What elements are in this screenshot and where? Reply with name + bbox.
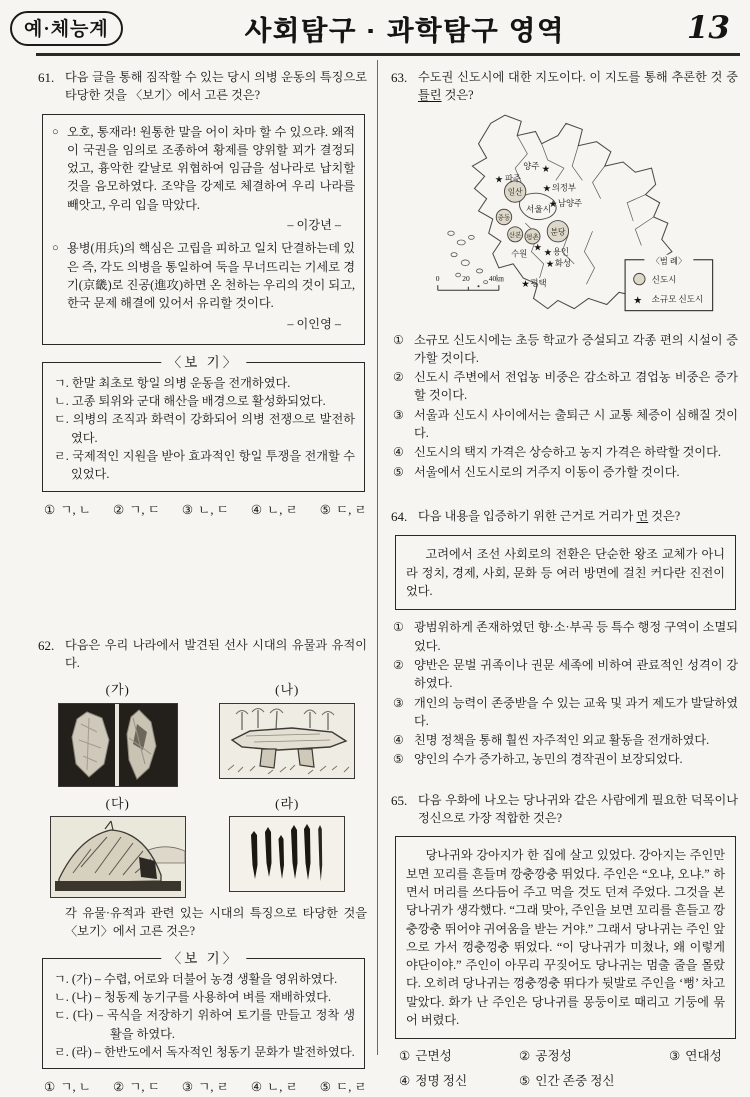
passage-text: 고려에서 조선 사회로의 전환은 단순한 왕조 교체가 아니라 정치, 경제, 사회, 문화 등 여러 방면에 걸친 커다란 진전이었다. bbox=[406, 547, 725, 599]
small-newtown-star-icon: ★ bbox=[521, 278, 530, 290]
bogi-item: ㄱ. 한말 최초로 항일 의병 운동을 전개하였다. bbox=[54, 375, 291, 390]
bogi-item: ㄹ. (라) – 한반도에서 독자적인 청동기 문화가 발전하였다. bbox=[54, 1044, 355, 1059]
page-title: 사회탐구 · 과학탐구 영역 bbox=[244, 15, 565, 46]
passage-item bbox=[52, 123, 355, 214]
option-text: 양인의 수가 증가하고, 농민의 경작권이 보장되었다. bbox=[414, 752, 683, 767]
option-2 bbox=[393, 368, 738, 405]
question-62-choices bbox=[44, 1078, 367, 1097]
bogi-item: ㄹ. 국제적인 지원을 받아 효과적인 항일 투쟁을 전개할 수 있었다. bbox=[54, 449, 355, 482]
choice-5 bbox=[320, 501, 367, 520]
small-newtown-star-icon: ★ bbox=[548, 198, 558, 210]
small-newtown-star-icon: ★ bbox=[533, 242, 543, 254]
question-62-number: 62. bbox=[38, 637, 55, 653]
choice-text: ㄷ, ㄹ bbox=[336, 1080, 367, 1095]
choice-text: 공정성 bbox=[535, 1049, 572, 1064]
map-label-jungdong: 중동 bbox=[497, 214, 511, 222]
choice-text: 인간 존중 정신 bbox=[535, 1074, 615, 1089]
small-newtown-star-icon: ★ bbox=[543, 247, 553, 259]
choice-1 bbox=[44, 1078, 91, 1097]
choice-text: 연대성 bbox=[685, 1049, 722, 1064]
choice-text: 근면성 bbox=[415, 1049, 452, 1064]
option-number: ⑤ bbox=[393, 752, 404, 767]
option-number: ② bbox=[393, 657, 404, 672]
choice-number: ③ bbox=[669, 1049, 681, 1064]
question-62-stem-2: 각 유물·유적과 관련 있는 시대의 특징으로 타당한 것을 〈보기〉에서 고른 것은? bbox=[65, 906, 367, 939]
map-label-hwaseong: 화성 bbox=[554, 258, 571, 268]
question-61-choices bbox=[44, 501, 367, 520]
choice-number: ① bbox=[399, 1049, 411, 1064]
choice-text: ㄱ, ㄹ bbox=[198, 1080, 229, 1095]
question-65-number: 65. bbox=[391, 792, 408, 808]
scale-0: 0 bbox=[435, 273, 440, 283]
map-label-paju: 파주 bbox=[504, 173, 522, 183]
bogi-item: ㄱ. (가) – 수렵, 어로와 더불어 농경 생활을 영위하였다. bbox=[54, 971, 338, 986]
stem2-spacer bbox=[38, 904, 65, 941]
choice-text: ㄴ, ㄹ bbox=[267, 1080, 298, 1095]
question-64 bbox=[391, 507, 738, 769]
choice-2 bbox=[519, 1047, 669, 1066]
option-text: 개인의 능력이 존중받을 수 있는 교육 및 과거 제도가 발달하였다. bbox=[414, 695, 738, 728]
passage-source: – 이인영 – bbox=[287, 316, 341, 331]
figure-ga-caption: (가) bbox=[105, 682, 130, 698]
choice-number: ⑤ bbox=[519, 1074, 531, 1089]
island-dot bbox=[477, 285, 479, 287]
question-65-stem: 다음 우화에 나오는 당나귀와 같은 사람에게 필요한 덕목이나 정신으로 가장 적합한 것은? bbox=[418, 792, 738, 826]
choice-text: ㄱ, ㄷ bbox=[129, 502, 160, 517]
page-header bbox=[0, 0, 750, 48]
choice-text: ㄱ, ㄴ bbox=[60, 502, 91, 517]
map-label-pyeongtaek: 평택 bbox=[530, 278, 547, 288]
column-left bbox=[0, 60, 377, 1095]
choice-number: ④ bbox=[399, 1074, 411, 1089]
choice-number: ② bbox=[519, 1049, 531, 1064]
option-number: ④ bbox=[393, 445, 404, 460]
choice-1 bbox=[399, 1047, 519, 1066]
small-newtown-star-icon: ★ bbox=[545, 258, 555, 270]
option-number: ① bbox=[393, 332, 404, 347]
map-label-ilsan: 일산 bbox=[507, 187, 523, 197]
passage-text: 용병(用兵)의 핵심은 고립을 피하고 일치 단결하는데 있은 즉, 각도 의병을 통일하여 둑을 무너뜨리는 기세로 경기(京畿)로 진공(進攻)하면 온 천하는 우리의 것이 되고, 한국 문제 해결에 있어서 유리할 것이다. bbox=[67, 241, 355, 311]
choice-text: ㄴ, ㄷ bbox=[198, 502, 229, 517]
choice-4 bbox=[399, 1072, 519, 1091]
option-text: 서울과 신도시 사이에서는 출퇴근 시 교통 체증이 심해질 것이다. bbox=[414, 407, 738, 441]
legend-label-small-newtown: 소규모 신도시 bbox=[651, 293, 704, 304]
question-64-stem: 다음 내용을 입증하기 위한 근거로 거리가 먼 것은? bbox=[418, 508, 681, 523]
map-label-bundang: 분당 bbox=[550, 226, 566, 236]
small-newtown-star-icon: ★ bbox=[494, 173, 504, 185]
two-column-layout bbox=[0, 60, 750, 1095]
choice-number: ① bbox=[44, 1080, 56, 1095]
option-1 bbox=[393, 331, 738, 368]
circle-bullet-icon: ○ bbox=[52, 242, 59, 255]
bogi-item: ㄴ. (나) – 청동제 농기구를 사용하여 벼를 재배하였다. bbox=[54, 990, 332, 1005]
underlined-word: 먼 bbox=[636, 508, 649, 523]
option-number: ⑤ bbox=[393, 464, 404, 479]
scale-20: 20 bbox=[462, 273, 470, 283]
question-61-stem: 다음 글을 통해 짐작할 수 있는 당시 의병 운동의 특징으로 타당한 것을 〈보기〉에서 고른 것은? bbox=[65, 70, 367, 103]
circle-bullet-icon: ○ bbox=[52, 125, 59, 138]
question-63 bbox=[391, 68, 738, 481]
bogi-title: 〈보 기〉 bbox=[161, 353, 246, 373]
option-5 bbox=[393, 750, 738, 768]
question-61-bogi-box bbox=[42, 354, 365, 492]
option-2 bbox=[393, 656, 738, 693]
bogi-item: ㄴ. 고종 퇴위와 군대 해산을 배경으로 활성화되었다. bbox=[54, 394, 326, 409]
bogi-title: 〈보 기〉 bbox=[161, 949, 246, 969]
option-number: ① bbox=[393, 620, 404, 635]
choice-3 bbox=[182, 1078, 229, 1097]
legend-label-newtown: 신도시 bbox=[651, 274, 677, 285]
choice-1 bbox=[44, 501, 91, 520]
figure-na bbox=[219, 680, 355, 787]
map-scale-bar bbox=[438, 285, 499, 290]
choice-text: ㄱ, ㄴ bbox=[60, 1080, 91, 1095]
option-number: ③ bbox=[393, 695, 404, 710]
map-label-uijeongbu: 의정부 bbox=[551, 183, 576, 193]
bronze-daggers-image bbox=[229, 816, 345, 892]
question-61 bbox=[38, 68, 367, 520]
header-rule bbox=[36, 53, 740, 56]
stone-tools-image bbox=[58, 703, 178, 787]
map-legend bbox=[625, 254, 713, 310]
question-65-choices bbox=[399, 1047, 738, 1091]
track-badge: 예·체능계 bbox=[10, 11, 123, 46]
page-number: 13 bbox=[686, 10, 730, 46]
option-4 bbox=[393, 731, 738, 749]
scale-40km: 40㎞ bbox=[488, 273, 504, 283]
option-5 bbox=[393, 463, 738, 481]
choice-number: ② bbox=[112, 502, 125, 517]
option-number: ② bbox=[393, 370, 404, 385]
option-3 bbox=[393, 694, 738, 731]
choice-number: ③ bbox=[181, 502, 194, 517]
option-text: 친명 정책을 통해 훨씬 자주적인 외교 활동을 전개하였다. bbox=[414, 733, 710, 748]
figure-na-caption: (나) bbox=[275, 682, 300, 698]
choice-text: ㄴ, ㄹ bbox=[267, 502, 298, 517]
question-62-stem: 다음은 우리 나라에서 발견된 선사 시대의 유물과 유적이다. bbox=[65, 637, 367, 670]
choice-4 bbox=[251, 1078, 298, 1097]
option-3 bbox=[393, 406, 738, 443]
option-number: ③ bbox=[393, 407, 404, 422]
newtown-circle-icon bbox=[634, 273, 645, 284]
map-label-suwon: 수원 bbox=[511, 249, 528, 259]
hut-image bbox=[50, 816, 186, 898]
map-label-seoul: 서울시 bbox=[525, 203, 552, 214]
question-65-fable-box bbox=[395, 836, 736, 1039]
choice-number: ⑤ bbox=[319, 502, 332, 517]
choice-number: ① bbox=[44, 502, 56, 517]
choice-2 bbox=[113, 1078, 160, 1097]
question-65 bbox=[391, 791, 738, 1091]
option-text: 광범위하게 존재하였던 향·소·부곡 등 특수 행정 구역이 소멸되었다. bbox=[414, 620, 738, 653]
option-text: 신도시 주변에서 전업농 비중은 감소하고 겸업농 비중은 증가할 것이다. bbox=[414, 370, 738, 403]
figure-ga bbox=[58, 680, 178, 787]
question-64-options bbox=[393, 618, 738, 768]
fable-text: 당나귀와 강아지가 한 집에 살고 있었다. 강아지는 주인만 보면 꼬리를 흔들며 깡충깡충 뛰었다. 주인은 “오냐, 오냐.” 하면서 머리를 쓰다듬어 주고 먹을 것도 던져 주었다. 그것을 본 당나귀가 생각했다. “그래 맞아, 주인을 보면 꼬리를 흔들고 깡충깡충 뛰어야 귀여움을 받는 거야.” 그래서 당나귀는 주인 앞으로 가서 껑충껑충 뛰었다. “이 당나귀가 미쳤나, 왜 이렇게 야단이야.” 주인이 아무리 꾸짖어도 당나귀는 멈출 줄을 몰랐다. 오히려 당나귀는 껑충껑충 뛰다가 뒷발로 주인을 ‘뻥’ 차고 말았다. 화가 난 주인은 당나귀를 몽둥이로 때리고 기둥에 묶어 버렸다. bbox=[406, 848, 725, 1027]
option-number: ④ bbox=[393, 733, 404, 748]
figure-da-caption: (다) bbox=[105, 795, 130, 811]
choice-3 bbox=[182, 501, 229, 520]
choice-number: ④ bbox=[250, 1080, 263, 1095]
column-right bbox=[377, 60, 750, 1089]
dolmen-image bbox=[219, 703, 355, 779]
question-62-figure-grid bbox=[38, 680, 367, 898]
choice-number: ② bbox=[112, 1080, 125, 1095]
option-4 bbox=[393, 443, 738, 461]
bogi-item: ㄷ. 의병의 조직과 화력이 강화되어 의병 전쟁으로 발전하였다. bbox=[54, 412, 355, 445]
map-label-yangju: 양주 bbox=[523, 161, 540, 171]
question-63-stem: 수도권 신도시에 대한 지도이다. 이 지도를 통해 추론한 것 중 틀린 것은? bbox=[418, 70, 738, 103]
question-63-options bbox=[393, 331, 738, 481]
map-label-yongin: 용인 bbox=[552, 247, 569, 257]
underlined-word: 틀린 bbox=[418, 88, 442, 103]
option-text: 서울에서 신도시로의 거주지 이동이 증가할 것이다. bbox=[414, 464, 680, 479]
question-61-number: 61. bbox=[38, 70, 55, 85]
option-text: 양반은 문벌 귀족이나 권문 세족에 비하여 관료적인 성격이 강하였다. bbox=[414, 657, 738, 691]
gyeonggi-map bbox=[393, 111, 738, 323]
small-newtown-star-icon: ★ bbox=[633, 295, 643, 307]
passage-source: – 이강년 – bbox=[287, 218, 341, 233]
question-63-number: 63. bbox=[391, 70, 408, 85]
option-1 bbox=[393, 618, 738, 655]
map-label-sanbon: 산본 bbox=[508, 231, 522, 239]
choice-2 bbox=[113, 501, 160, 520]
passage-text: 오호, 통재라! 원통한 말을 어이 차마 할 수 있으랴. 왜적이 국권을 임의로 조종하여 황제를 양위할 꾀가 결정되었고, 흉악한 칼날로 위협하여 임금을 섬나라로 납치할 것을 음모하였다. 조약을 강제로 체결하여 우리 나라를 빼앗고, 우리 입을 막았다. bbox=[67, 124, 355, 212]
question-64-passage-box bbox=[395, 535, 736, 610]
choice-text: ㄷ, ㄹ bbox=[336, 502, 367, 517]
choice-number: ③ bbox=[181, 1080, 194, 1095]
passage-item bbox=[52, 239, 355, 312]
choice-5 bbox=[519, 1072, 669, 1091]
option-text: 신도시의 택지 가격은 상승하고 농지 가격은 하락할 것이다. bbox=[414, 445, 721, 460]
small-newtown-star-icon: ★ bbox=[541, 163, 551, 175]
question-64-number: 64. bbox=[391, 508, 408, 524]
option-text: 소규모 신도시에는 초등 학교가 증설되고 각종 편의 시설이 증가할 것이다. bbox=[414, 332, 738, 365]
map-label-pyeongchon: 평촌 bbox=[526, 233, 539, 241]
choice-3 bbox=[669, 1047, 738, 1066]
figure-ra bbox=[229, 794, 345, 899]
choice-number: ④ bbox=[250, 502, 263, 517]
legend-title: 〈범 례〉 bbox=[651, 256, 687, 266]
small-newtown-star-icon: ★ bbox=[542, 183, 552, 195]
choice-5 bbox=[320, 1078, 367, 1097]
choice-4 bbox=[251, 501, 298, 520]
question-62 bbox=[38, 636, 367, 1097]
choice-number: ⑤ bbox=[319, 1080, 332, 1095]
bogi-item: ㄷ. (다) – 곡식을 저장하기 위하여 토기를 만들고 정착 생활을 하였다. bbox=[54, 1008, 355, 1041]
map-label-namyangju: 남양주 bbox=[557, 198, 583, 208]
figure-da bbox=[50, 794, 186, 899]
choice-text: ㄱ, ㄷ bbox=[129, 1080, 160, 1095]
question-62-bogi-box bbox=[42, 950, 365, 1069]
choice-text: 정명 정신 bbox=[415, 1074, 468, 1089]
figure-ra-caption: (라) bbox=[275, 795, 300, 811]
question-61-passage-box bbox=[42, 114, 365, 345]
